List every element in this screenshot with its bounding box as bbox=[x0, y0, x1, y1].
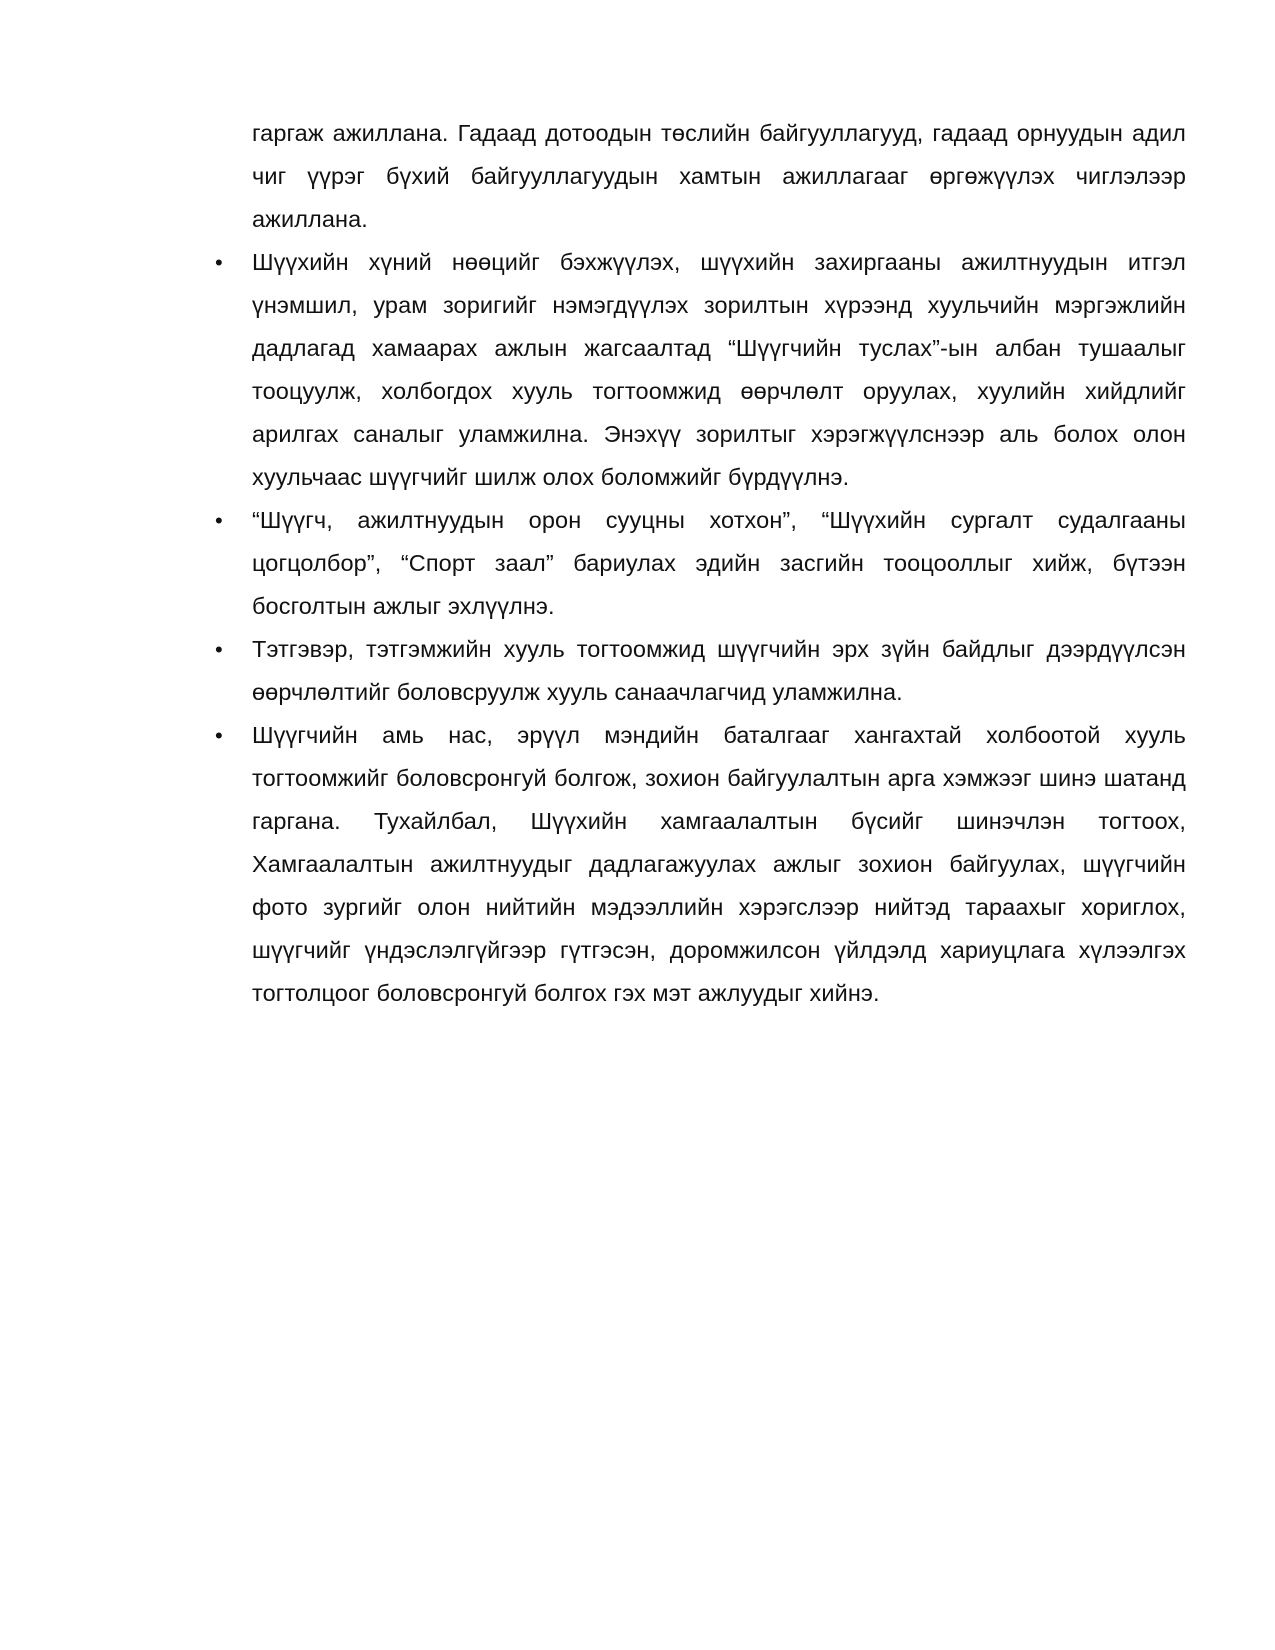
list-item-text: Шүүгчийн амь нас, эрүүл мэндийн баталгааг хангахтай холбоотой хууль тогтоомжийг боловсронгуй болгож, зохион байгуулалтын арга хэмжээг шинэ шатанд гаргана. Тухайлбал, Шүүхийн хамгаалалтын бүсийг шинэчлэн тогтоох, Хамгаалалтын ажилтнуудыг дадлагажуулах ажлыг зохион байгуулах, шүүгчийн фото зургийг олон нийтийн мэдээллийн хэрэгслээр нийтэд тараахыг хориглох, шүүгчийг үндэслэлгүйгээр гүтгэсэн, доромжилсон үйлдэлд хариуцлага хүлээлгэх тогтолцоог боловсронгуй болгох гэх мэт ажлуудыг хийнэ. bbox=[252, 722, 1186, 1006]
document-body bbox=[215, 112, 1186, 1015]
continuation-paragraph: гаргаж ажиллана. Гадаад дотоодын төслийн байгууллагууд, гадаад орнуудын адил чиг үүрэг бүхий байгууллагуудын хамтын ажиллагааг өргөжүүлэх чиглэлээр ажиллана. bbox=[252, 120, 1186, 232]
bullet-list bbox=[215, 241, 1186, 1015]
list-item bbox=[215, 241, 1186, 499]
list-item bbox=[215, 499, 1186, 628]
bullet-icon: • bbox=[215, 508, 223, 533]
bullet-icon: • bbox=[215, 250, 223, 275]
list-item bbox=[215, 628, 1186, 714]
list-item-text: “Шүүгч, ажилтнуудын орон сууцны хотхон”, “Шүүхийн сургалт судалгааны цогцолбор”, “Спорт заал” бариулах эдийн засгийн тооцооллыг хийж, бүтээн босголтын ажлыг эхлүүлнэ. bbox=[252, 507, 1186, 619]
list-item-text: Тэтгэвэр, тэтгэмжийн хууль тогтоомжид шүүгчийн эрх зүйн байдлыг дээрдүүлсэн өөрчлөлтийг боловсруулж хууль санаачлагчид уламжилна. bbox=[252, 636, 1186, 705]
list-item bbox=[215, 714, 1186, 1015]
bullet-icon: • bbox=[215, 637, 223, 662]
list-item-text: Шүүхийн хүний нөөцийг бэхжүүлэх, шүүхийн захиргааны ажилтнуудын итгэл үнэмшил, урам зоригийг нэмэгдүүлэх зорилтын хүрээнд хуульчийн мэргэжлийн дадлагад хамаарах ажлын жагсаалтад “Шүүгчийн туслах”-ын албан тушаалыг тооцуулж, холбогдох хууль тогтоомжид өөрчлөлт оруулах, хуулийн хийдлийг арилгах саналыг уламжилна. Энэхүү зорилтыг хэрэгжүүлснээр аль болох олон хуульчаас шүүгчийг шилж олох боломжийг бүрдүүлнэ. bbox=[252, 249, 1186, 490]
bullet-icon: • bbox=[215, 723, 223, 748]
